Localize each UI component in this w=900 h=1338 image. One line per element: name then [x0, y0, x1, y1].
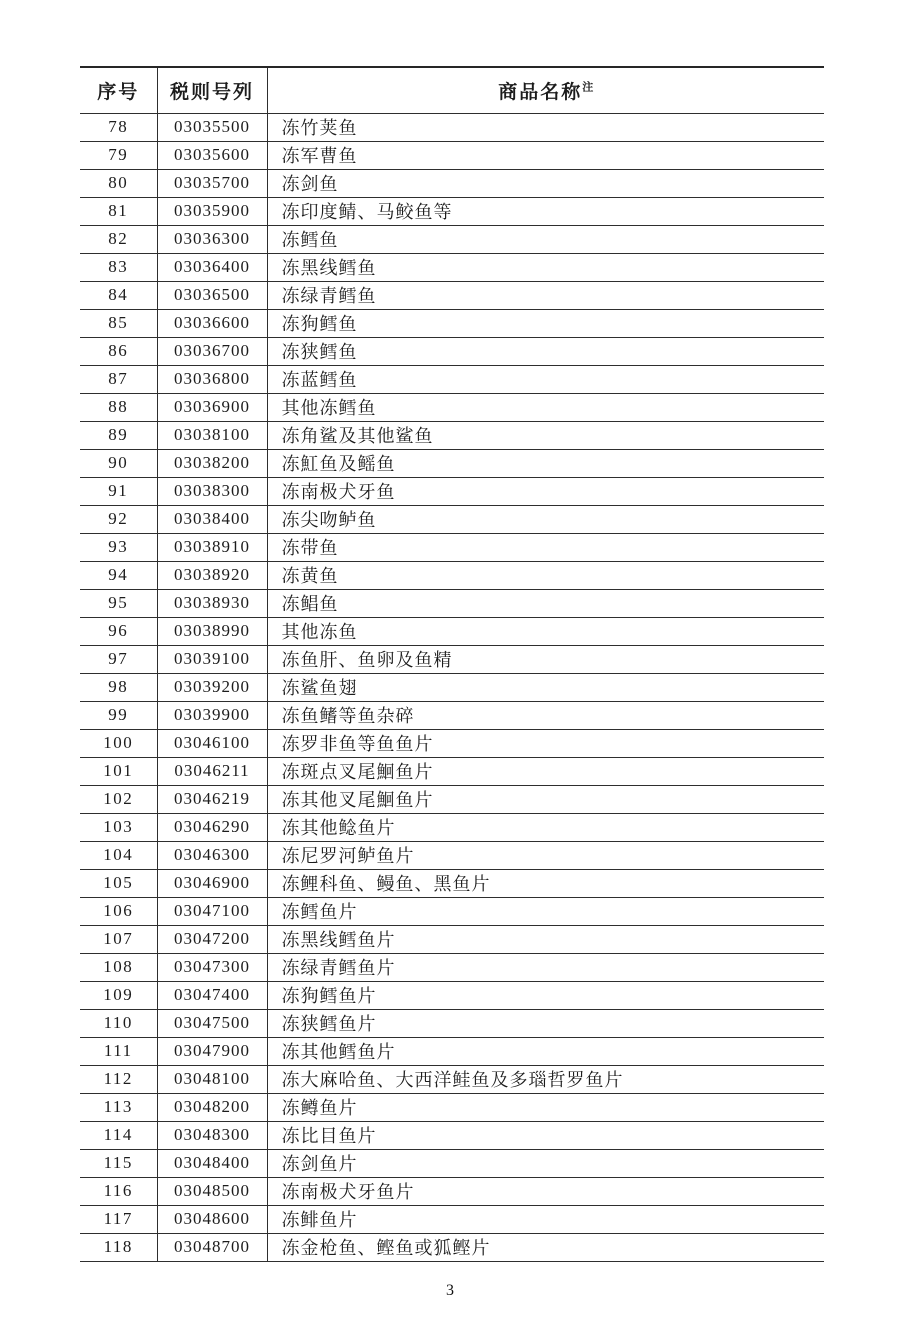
cell-code: 03038990	[157, 617, 267, 645]
table-row	[80, 197, 824, 225]
table-row	[80, 169, 824, 197]
cell-code: 03046219	[157, 785, 267, 813]
cell-index: 87	[80, 365, 157, 393]
page-number: 3	[446, 1282, 454, 1299]
cell-index: 107	[80, 925, 157, 953]
table-row	[80, 1149, 824, 1177]
cell-index: 91	[80, 477, 157, 505]
cell-code: 03048400	[157, 1149, 267, 1177]
cell-name: 冻魟鱼及鳐鱼	[267, 449, 824, 477]
cell-name: 冻大麻哈鱼、大西洋鲑鱼及多瑙哲罗鱼片	[267, 1065, 824, 1093]
cell-code: 03038400	[157, 505, 267, 533]
cell-index: 88	[80, 393, 157, 421]
cell-name: 冻鳕鱼	[267, 225, 824, 253]
cell-index: 86	[80, 337, 157, 365]
cell-code: 03035500	[157, 113, 267, 141]
cell-name: 冻绿青鳕鱼片	[267, 953, 824, 981]
table-row	[80, 533, 824, 561]
cell-index: 108	[80, 953, 157, 981]
cell-name: 冻黑线鳕鱼片	[267, 925, 824, 953]
header-name-text: 商品名称	[498, 81, 583, 103]
cell-code: 03035900	[157, 197, 267, 225]
cell-index: 100	[80, 729, 157, 757]
cell-code: 03035600	[157, 141, 267, 169]
cell-code: 03038300	[157, 477, 267, 505]
cell-code: 03048600	[157, 1205, 267, 1233]
cell-index: 112	[80, 1065, 157, 1093]
table-row	[80, 1205, 824, 1233]
cell-index: 89	[80, 421, 157, 449]
table-row	[80, 421, 824, 449]
cell-index: 111	[80, 1037, 157, 1065]
table-row	[80, 225, 824, 253]
cell-name: 冻带鱼	[267, 533, 824, 561]
cell-index: 106	[80, 897, 157, 925]
table-row	[80, 589, 824, 617]
cell-code: 03046100	[157, 729, 267, 757]
cell-index: 85	[80, 309, 157, 337]
cell-index: 82	[80, 225, 157, 253]
cell-code: 03047100	[157, 897, 267, 925]
table-row	[80, 1093, 824, 1121]
cell-index: 101	[80, 757, 157, 785]
table-row	[80, 757, 824, 785]
cell-name: 冻印度鲭、马鲛鱼等	[267, 197, 824, 225]
cell-code: 03039200	[157, 673, 267, 701]
cell-name: 冻鱼鳍等鱼杂碎	[267, 701, 824, 729]
cell-name: 冻狭鳕鱼	[267, 337, 824, 365]
cell-name: 冻斑点叉尾鮰鱼片	[267, 757, 824, 785]
cell-index: 90	[80, 449, 157, 477]
cell-code: 03048100	[157, 1065, 267, 1093]
cell-index: 110	[80, 1009, 157, 1037]
cell-name: 冻剑鱼	[267, 169, 824, 197]
table-row	[80, 337, 824, 365]
table-row	[80, 309, 824, 337]
table-row	[80, 869, 824, 897]
table-row	[80, 1121, 824, 1149]
cell-code: 03039100	[157, 645, 267, 673]
cell-index: 95	[80, 589, 157, 617]
table-body	[80, 113, 824, 1261]
cell-index: 118	[80, 1233, 157, 1261]
cell-code: 03039900	[157, 701, 267, 729]
cell-name: 冻其他鲶鱼片	[267, 813, 824, 841]
cell-code: 03035700	[157, 169, 267, 197]
cell-index: 102	[80, 785, 157, 813]
cell-index: 105	[80, 869, 157, 897]
cell-name: 冻鲳鱼	[267, 589, 824, 617]
cell-name: 冻比目鱼片	[267, 1121, 824, 1149]
table-row	[80, 365, 824, 393]
cell-code: 03036600	[157, 309, 267, 337]
table-row	[80, 253, 824, 281]
table-row	[80, 113, 824, 141]
cell-name: 冻鳟鱼片	[267, 1093, 824, 1121]
table-row	[80, 281, 824, 309]
cell-code: 03046211	[157, 757, 267, 785]
cell-index: 115	[80, 1149, 157, 1177]
cell-index: 93	[80, 533, 157, 561]
cell-code: 03038200	[157, 449, 267, 477]
cell-code: 03046290	[157, 813, 267, 841]
cell-code: 03048300	[157, 1121, 267, 1149]
cell-name: 冻黄鱼	[267, 561, 824, 589]
cell-code: 03038930	[157, 589, 267, 617]
table-row	[80, 1065, 824, 1093]
cell-code: 03048500	[157, 1177, 267, 1205]
cell-index: 80	[80, 169, 157, 197]
cell-name: 冻南极犬牙鱼片	[267, 1177, 824, 1205]
cell-name: 冻军曹鱼	[267, 141, 824, 169]
header-index: 序号	[80, 67, 157, 113]
table-row	[80, 477, 824, 505]
header-name	[267, 67, 824, 113]
cell-code: 03047400	[157, 981, 267, 1009]
cell-index: 81	[80, 197, 157, 225]
cell-code: 03036700	[157, 337, 267, 365]
cell-name: 其他冻鳕鱼	[267, 393, 824, 421]
table-row	[80, 673, 824, 701]
cell-index: 99	[80, 701, 157, 729]
table-row	[80, 841, 824, 869]
table-row	[80, 505, 824, 533]
cell-name: 冻狗鳕鱼	[267, 309, 824, 337]
cell-index: 83	[80, 253, 157, 281]
cell-name: 其他冻鱼	[267, 617, 824, 645]
cell-name: 冻角鲨及其他鲨鱼	[267, 421, 824, 449]
cell-index: 96	[80, 617, 157, 645]
cell-code: 03036400	[157, 253, 267, 281]
cell-index: 113	[80, 1093, 157, 1121]
table-row	[80, 1233, 824, 1261]
table-row	[80, 1009, 824, 1037]
cell-name: 冻鲤科鱼、鳗鱼、黑鱼片	[267, 869, 824, 897]
cell-index: 103	[80, 813, 157, 841]
table-row	[80, 617, 824, 645]
cell-index: 84	[80, 281, 157, 309]
table-row	[80, 449, 824, 477]
cell-code: 03038100	[157, 421, 267, 449]
cell-name: 冻竹荚鱼	[267, 113, 824, 141]
table-row	[80, 1177, 824, 1205]
cell-name: 冻剑鱼片	[267, 1149, 824, 1177]
cell-index: 97	[80, 645, 157, 673]
table-row	[80, 729, 824, 757]
table-row	[80, 141, 824, 169]
table-row	[80, 981, 824, 1009]
cell-index: 116	[80, 1177, 157, 1205]
cell-code: 03036500	[157, 281, 267, 309]
cell-name: 冻鱼肝、鱼卵及鱼精	[267, 645, 824, 673]
cell-code: 03048700	[157, 1233, 267, 1261]
cell-name: 冻尖吻鲈鱼	[267, 505, 824, 533]
cell-name: 冻鳕鱼片	[267, 897, 824, 925]
cell-code: 03048200	[157, 1093, 267, 1121]
table-row	[80, 925, 824, 953]
cell-name: 冻绿青鳕鱼	[267, 281, 824, 309]
cell-code: 03047300	[157, 953, 267, 981]
cell-index: 92	[80, 505, 157, 533]
cell-index: 117	[80, 1205, 157, 1233]
table-row	[80, 1037, 824, 1065]
cell-name: 冻尼罗河鲈鱼片	[267, 841, 824, 869]
table-row	[80, 645, 824, 673]
table-header-row	[80, 67, 824, 113]
cell-index: 98	[80, 673, 157, 701]
cell-name: 冻金枪鱼、鲣鱼或狐鲣片	[267, 1233, 824, 1261]
cell-name: 冻南极犬牙鱼	[267, 477, 824, 505]
cell-name: 冻其他鳕鱼片	[267, 1037, 824, 1065]
cell-name: 冻狗鳕鱼片	[267, 981, 824, 1009]
table-row	[80, 701, 824, 729]
table-row	[80, 561, 824, 589]
cell-code: 03047500	[157, 1009, 267, 1037]
cell-index: 94	[80, 561, 157, 589]
cell-code: 03047200	[157, 925, 267, 953]
table-row	[80, 785, 824, 813]
cell-code: 03036800	[157, 365, 267, 393]
cell-index: 104	[80, 841, 157, 869]
table-row	[80, 953, 824, 981]
cell-code: 03036900	[157, 393, 267, 421]
cell-name: 冻鲱鱼片	[267, 1205, 824, 1233]
cell-code: 03046900	[157, 869, 267, 897]
cell-name: 冻狭鳕鱼片	[267, 1009, 824, 1037]
cell-name: 冻鲨鱼翅	[267, 673, 824, 701]
table-row	[80, 897, 824, 925]
cell-code: 03047900	[157, 1037, 267, 1065]
cell-name: 冻其他叉尾鮰鱼片	[267, 785, 824, 813]
cell-code: 03036300	[157, 225, 267, 253]
cell-index: 109	[80, 981, 157, 1009]
cell-code: 03038910	[157, 533, 267, 561]
cell-name: 冻黑线鳕鱼	[267, 253, 824, 281]
cell-name: 冻蓝鳕鱼	[267, 365, 824, 393]
cell-code: 03038920	[157, 561, 267, 589]
cell-name: 冻罗非鱼等鱼鱼片	[267, 729, 824, 757]
table-row	[80, 813, 824, 841]
cell-index: 78	[80, 113, 157, 141]
header-code: 税则号列	[157, 67, 267, 113]
cell-index: 79	[80, 141, 157, 169]
tariff-table	[80, 66, 824, 1262]
cell-code: 03046300	[157, 841, 267, 869]
table-row	[80, 393, 824, 421]
cell-index: 114	[80, 1121, 157, 1149]
header-note-mark: 注	[582, 81, 594, 94]
